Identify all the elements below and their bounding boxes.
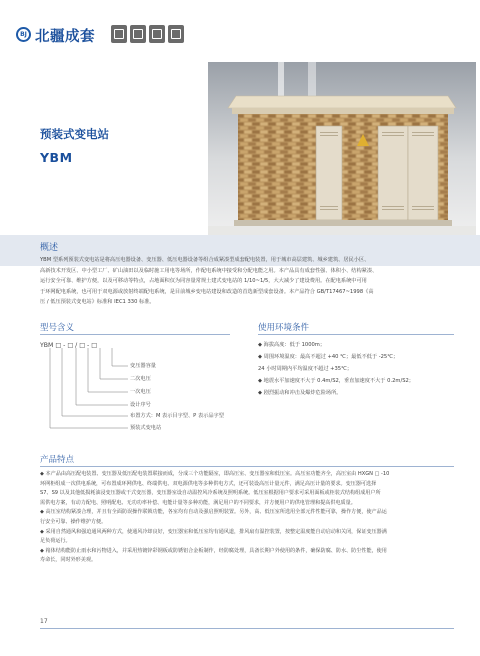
model-label: 布置方式：M 表示目字型、P 表示品字型	[130, 413, 224, 419]
cert-icon-2	[130, 25, 146, 43]
condition-item: ◆ 剧烈振动和冲击及爆炸危险场所。	[258, 390, 342, 396]
features-rule	[40, 466, 454, 467]
features-list: ◆ 本产品由高压配电装置、变压器及低压配电装置联接而成，分成三个功能隔室，即高压室、变压器室和低压室。高压室功能齐全，高压室由 HXGN □ -10 环网柜组成一次供电系统，可布置成环网供电、终端供电、双电源供电等多种供电方式，还可装设高压计量元件，满足高压计量的要求。变压器可选择 S7、S9 以及其他低损耗油浸变压器或干式变压器，变压器室设自动温控风冷系统及照明系统。低压室根据用户要求可采用面板或柜装式结构组成用户所 需供电方案，有动力配电、照明配电、无功功率补偿、电能计量等多种功能，满足用户的不同要求，并方便用户的供电管理和提高供电质量。 ◆ 高压室结构紧凑合理，并且有全面防误操作联锁功能，各室均有自动及强启照明装置。另外，高、低压室所选用全部元件性能可靠，操作方便，使产品运 行安全可靠、操作维护方便。 ◆ 采用自然通风和强迫通风两种方式，使通风冷却良好，变压器室和低压室均有通风道，排风扇有温控装置，按整定温度能自动启动和关闭，保证变压器满 足负荷运行。 ◆ 箱体结构能防止雨水和污物进入，并采用热镀锌彩钢板或防锈铝合金板制作，经防腐处理，具备长期户外使用的条件，确保防腐、防水、防尘性能，使用 寿命长，同时外形美观。	[40, 471, 390, 564]
model-label: 变压器容量	[130, 363, 156, 369]
brand-logo-icon: BJ	[16, 27, 31, 42]
brand-name: 北疆成套	[35, 29, 95, 45]
cert-icon-4	[168, 25, 184, 43]
features-title: 产品特点	[40, 455, 75, 465]
condition-item: ◆ 地震水平加速度不大于 0.4m/S2，垂直加速度不大于 0.2m/S2；	[258, 378, 414, 384]
product-photo	[208, 62, 476, 238]
overview-title: 概述	[40, 243, 59, 253]
model-meaning-title: 型号含义	[40, 323, 75, 333]
condition-item: ◆ 周围环境温度：最高不超过 +40 ℃；最低不低于 -25℃；	[258, 354, 399, 360]
conditions-title: 使用环境条件	[258, 323, 310, 333]
cert-icon-1	[111, 25, 127, 43]
model-code: YBM □ - □ / □ - □	[40, 342, 98, 349]
page-number: 17	[40, 618, 48, 625]
model-label: 一次电压	[130, 389, 151, 395]
conditions-rule	[258, 334, 454, 335]
cert-icon-3	[149, 25, 165, 43]
model-label: 设计序号	[130, 402, 151, 408]
model-meaning-rule	[40, 334, 230, 335]
model-label: 预装式变电站	[130, 425, 162, 431]
condition-item: ◆ 海拔高度：低于 1000m；	[258, 342, 326, 348]
product-title: 预装式变电站	[40, 127, 109, 141]
condition-item: 24 小时周期内平均温度不超过 +35℃；	[258, 366, 353, 372]
product-model: YBM	[40, 150, 73, 165]
footer-rule	[40, 628, 454, 629]
model-label: 二次电压	[130, 376, 151, 382]
overview-paragraph: YBM 型系列预装式变电站是将高压电器设备、变压器、低压电器设备等组合成紧凑型成套配电装置，用于城市高层建筑、城乡建筑、居民小区、 高新技术开发区、中小型工厂、矿山油田以及临时施工用电等场所，作配电系统中接受和分配电能之用。本产品具有成套性强、体积小、结构紧凑、 运行安全可靠、维护方便，以及可移动等特点，占地面积仅为同容量常规土建式变电站的 1/10~1/5，大大减少了建设费用。在配电系统中可用 于环网配电系统，也可用于双电源或放射终端配电系统，是目前城乡变电站建设和改造的首选新型成套设备。本产品符合 GB/T17467~1998《高 压 / 低压预装式变电站》标准和 IEC1 330 标准。	[40, 257, 378, 305]
